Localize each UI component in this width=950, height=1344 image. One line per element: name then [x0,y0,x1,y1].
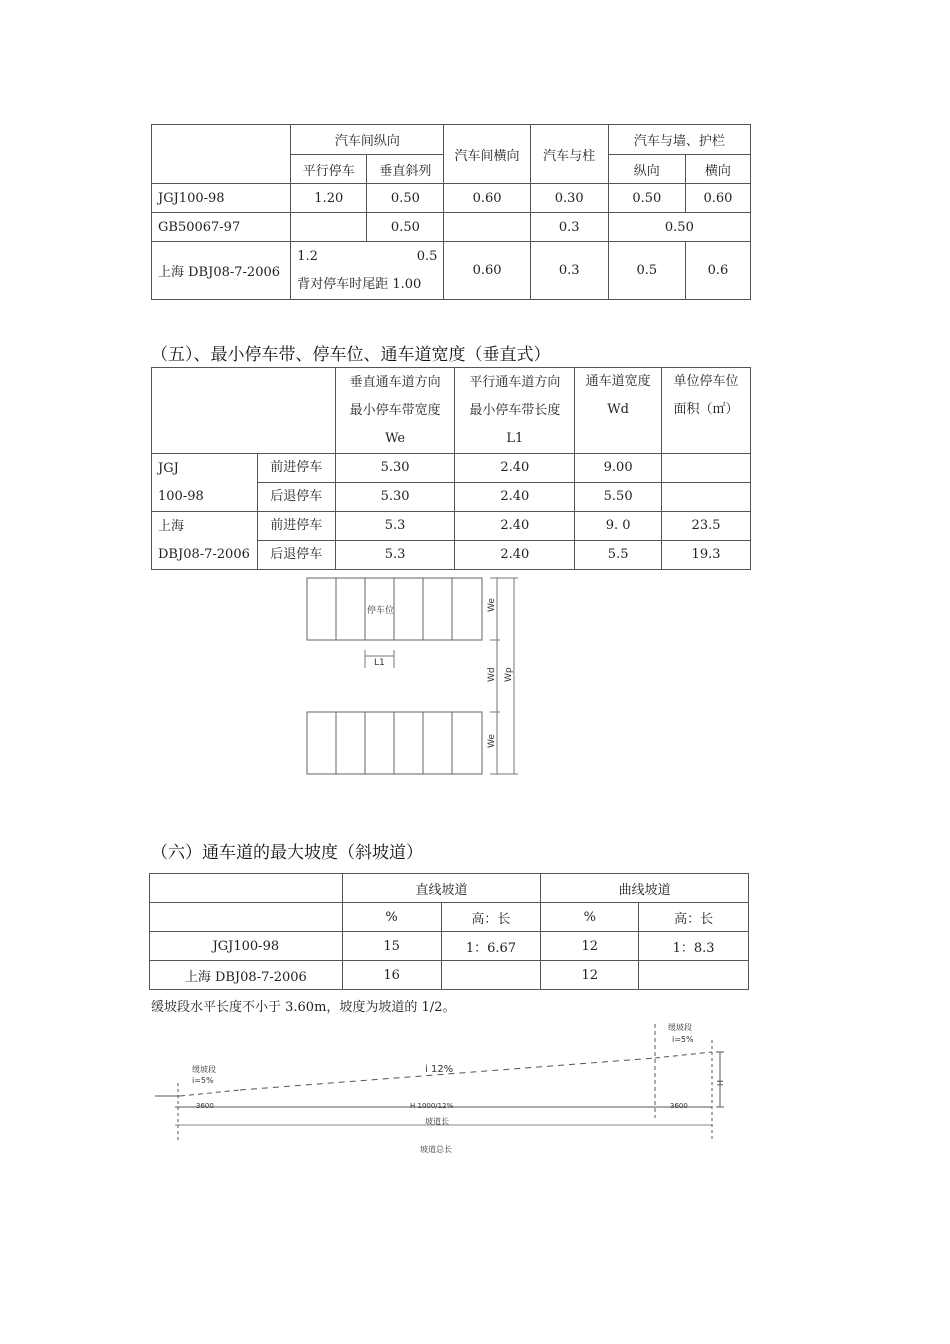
l1-label: L1 [374,658,385,668]
header-wall: 汽车与墙、护栏 [608,125,750,155]
we-label-bottom: We [487,734,497,748]
header-curved: 曲线坡道 [541,874,749,903]
space-label: 停车位 [367,606,395,616]
table-row: 上海 DBJ08-7-2006 1.2 0.5 背对停车时尾距 1.00 0.60 0.3 0.5 0.6 [152,242,751,300]
std-cell: JGJ 100-98 [152,454,258,512]
header-curved-pct: % [541,903,639,932]
parking-row-bottom [307,712,482,774]
section6-title: （六）通车道的最大坡度（斜坡道） [151,843,423,863]
header-wall-longitudinal: 纵向 [608,155,685,184]
shanghai-longitudinal-cell: 1.2 0.5 背对停车时尾距 1.00 [291,242,444,300]
table-row: 后退停车 5.3 2.40 5.5 19.3 [152,541,751,570]
header-wd: 通车道宽度 Wd [575,368,662,454]
header-l1: 平行通车道方向 最小停车带长度 L1 [455,368,575,454]
ramp-lines [155,1024,724,1140]
header-area: 单位停车位 面积（㎡） [662,368,751,454]
header-curved-ratio: 高：长 [639,903,749,932]
ramp-note: 缓坡段水平长度不小于 3.60m，坡度为坡道的 1/2。 [151,1000,456,1015]
corner-cell [152,368,336,454]
header-transverse: 汽车间横向 [444,125,530,184]
header-column: 汽车与柱 [530,125,608,184]
parking-width-table [151,367,751,570]
table-row: GB50067-97 0.50 0.3 0.50 [152,213,751,242]
table-row: 上海 DBJ08-7-2006 前进停车 5.3 2.40 9. 0 23.5 [152,512,751,541]
main-slope-label: i 12% [425,1064,454,1075]
right-slope-label: 缓坡段 [668,1023,692,1032]
table-row: JGJ100-98 15 1：6.67 12 1：8.3 [150,932,749,961]
section5-title: （五）、最小停车带、停车位、通车道宽度（垂直式） [151,345,551,365]
header-straight-pct: % [342,903,441,932]
header-perpendicular: 垂直斜列 [367,155,444,184]
table-row: JGJ 100-98 前进停车 5.30 2.40 9.00 [152,454,751,483]
table-row: 上海 DBJ08-7-2006 16 12 [150,961,749,990]
corner-cell [150,874,343,903]
header-longitudinal: 汽车间纵向 [291,125,444,155]
header-straight-ratio: 高：长 [441,903,541,932]
table-row: JGJ100-98 1.20 0.50 0.60 0.30 0.50 0.60 [152,184,751,213]
wp-label: Wp [504,667,514,682]
l1-dimension [365,650,394,668]
corner-cell [152,125,291,184]
total-length-label: 坡道总长 [420,1145,452,1154]
left-slope-label: 缓坡段 [192,1065,216,1074]
width-dimensions [490,578,518,774]
ramp-length-label: 坡道长 [425,1117,449,1126]
header-parallel: 平行停车 [291,155,367,184]
left-length-label: 3600 [196,1102,214,1110]
mid-length-label: H 1000/12% [410,1102,454,1110]
wd-label: Wd [487,667,497,682]
height-label: H [715,1080,724,1087]
right-slope-grade: i=5% [672,1035,694,1044]
slope-table [149,873,749,990]
right-length-label: 3600 [670,1102,688,1110]
header-straight: 直线坡道 [342,874,541,903]
left-slope-grade: i=5% [192,1076,214,1085]
we-label-top: We [487,598,497,612]
corner-cell [150,903,343,932]
header-we: 垂直通车道方向 最小停车带宽度 We [335,368,455,454]
parking-row-top [307,578,482,640]
table-row: 后退停车 5.30 2.40 5.50 [152,483,751,512]
clearance-table [151,124,751,300]
std-cell: 上海 DBJ08-7-2006 [152,512,258,570]
header-wall-transverse: 横向 [685,155,750,184]
